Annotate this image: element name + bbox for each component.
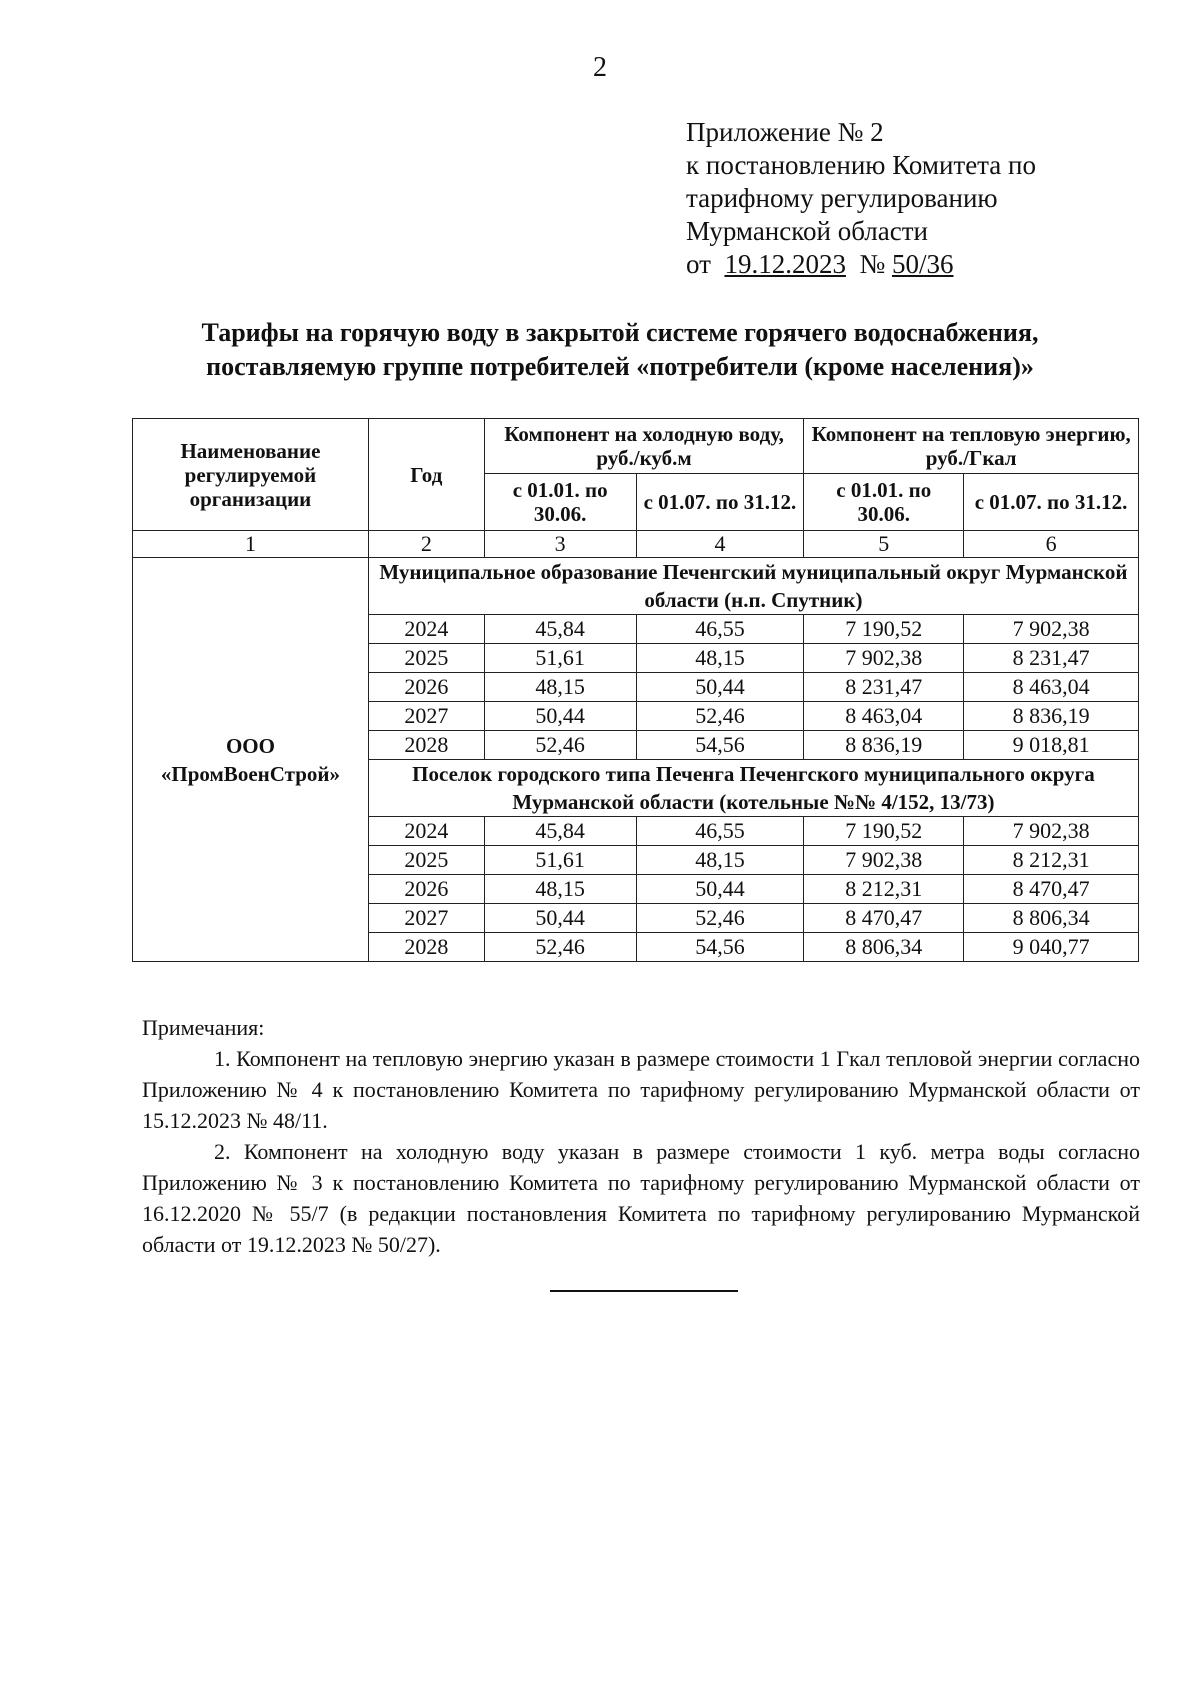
heat-h1-cell: 8 231,47 bbox=[804, 673, 964, 702]
heat-h2-cell: 9 018,81 bbox=[964, 731, 1139, 760]
heat-h2-cell: 7 902,38 bbox=[964, 817, 1139, 846]
appendix-line-3: тарифному регулированию bbox=[686, 183, 998, 213]
heat-h1-cell: 8 836,19 bbox=[804, 731, 964, 760]
appendix-date-line bbox=[686, 248, 1036, 281]
year-cell: 2027 bbox=[368, 702, 484, 731]
heat-h2-cell: 8 231,47 bbox=[964, 644, 1139, 673]
cold-water-h2-cell: 50,44 bbox=[636, 673, 804, 702]
column-number: 4 bbox=[636, 531, 804, 558]
heat-h1-cell: 7 190,52 bbox=[804, 817, 964, 846]
heat-h2-cell: 9 040,77 bbox=[964, 933, 1139, 962]
cold-water-h2-cell: 46,55 bbox=[636, 615, 804, 644]
cold-water-h1-cell: 48,15 bbox=[484, 875, 636, 904]
cold-water-h2-cell: 48,15 bbox=[636, 644, 804, 673]
document-title bbox=[120, 316, 1120, 384]
appendix-date: 19.12.2023 bbox=[724, 249, 846, 279]
header-heat: Компонент на тепловую энергию, руб./Гкал bbox=[804, 419, 1139, 474]
header-cold-water: Компонент на холодную воду, руб./куб.м bbox=[484, 419, 804, 474]
cold-water-h2-cell: 48,15 bbox=[636, 846, 804, 875]
heat-h2-cell: 8 212,31 bbox=[964, 846, 1139, 875]
appendix-line-2: к постановлению Комитета по bbox=[686, 150, 1036, 180]
cold-water-h1-cell: 51,61 bbox=[484, 846, 636, 875]
year-cell: 2024 bbox=[368, 817, 484, 846]
document-title-line-1: Тарифы на горячую воду в закрытой системе горячего водоснабжения, bbox=[201, 318, 1039, 347]
section-title: Муниципальное образование Печенгский муниципальный округ Мурманской области (н.п. Спутник) bbox=[368, 558, 1138, 615]
column-number: 1 bbox=[133, 531, 369, 558]
tariff-table bbox=[132, 418, 1139, 962]
heat-h2-cell: 8 836,19 bbox=[964, 702, 1139, 731]
page-number: 2 bbox=[593, 52, 607, 83]
cold-water-h2-cell: 52,46 bbox=[636, 702, 804, 731]
heat-h1-cell: 8 470,47 bbox=[804, 904, 964, 933]
cold-water-h1-cell: 52,46 bbox=[484, 933, 636, 962]
cold-water-h1-cell: 52,46 bbox=[484, 731, 636, 760]
cold-water-h2-cell: 46,55 bbox=[636, 817, 804, 846]
cold-water-h2-cell: 50,44 bbox=[636, 875, 804, 904]
cold-water-h2-cell: 54,56 bbox=[636, 731, 804, 760]
year-cell: 2024 bbox=[368, 615, 484, 644]
heat-h2-cell: 8 470,47 bbox=[964, 875, 1139, 904]
heat-h1-cell: 8 212,31 bbox=[804, 875, 964, 904]
notes-heading: Примечания: bbox=[142, 1015, 265, 1040]
header-org: Наименование регулируемой организации bbox=[133, 419, 369, 531]
year-cell: 2025 bbox=[368, 846, 484, 875]
heat-h1-cell: 7 902,38 bbox=[804, 644, 964, 673]
note-item-1: 1. Компонент на тепловую энергию указан в размере стоимости 1 Гкал тепловой энергии согласно Приложению № 4 к постановлению Комитета по тарифному регулированию Мурманской области от 15.12.2023 № 48/11. bbox=[142, 1046, 1140, 1133]
heat-h1-cell: 8 463,04 bbox=[804, 702, 964, 731]
appendix-line-1: Приложение № 2 bbox=[686, 117, 884, 147]
cold-water-h1-cell: 45,84 bbox=[484, 817, 636, 846]
year-cell: 2028 bbox=[368, 933, 484, 962]
year-cell: 2026 bbox=[368, 673, 484, 702]
end-separator-line bbox=[550, 1290, 738, 1292]
heat-h2-cell: 8 463,04 bbox=[964, 673, 1139, 702]
year-cell: 2028 bbox=[368, 731, 484, 760]
organization-name: ООО «ПромВоенСтрой» bbox=[133, 558, 369, 962]
cold-water-h1-cell: 51,61 bbox=[484, 644, 636, 673]
year-cell: 2026 bbox=[368, 875, 484, 904]
appendix-block bbox=[686, 116, 1036, 281]
section-title: Поселок городского типа Печенга Печенгского муниципального округа Мурманской области (котельные №№ 4/152, 13/73) bbox=[368, 760, 1138, 817]
heat-h2-cell: 8 806,34 bbox=[964, 904, 1139, 933]
column-number: 6 bbox=[964, 531, 1139, 558]
appendix-number: 50/36 bbox=[891, 249, 954, 279]
column-number: 3 bbox=[484, 531, 636, 558]
header-cw-period-1: с 01.01. по 30.06. bbox=[484, 474, 636, 531]
column-number: 5 bbox=[804, 531, 964, 558]
heat-h1-cell: 7 190,52 bbox=[804, 615, 964, 644]
header-year: Год bbox=[368, 419, 484, 531]
cold-water-h2-cell: 52,46 bbox=[636, 904, 804, 933]
cold-water-h1-cell: 50,44 bbox=[484, 702, 636, 731]
document-title-line-2: поставляемую группе потребителей «потребители (кроме населения)» bbox=[206, 352, 1034, 381]
cold-water-h1-cell: 48,15 bbox=[484, 673, 636, 702]
cold-water-h2-cell: 54,56 bbox=[636, 933, 804, 962]
year-cell: 2025 bbox=[368, 644, 484, 673]
appendix-line-4: Мурманской области bbox=[686, 216, 928, 246]
appendix-number-prefix: № bbox=[859, 249, 886, 279]
header-cw-period-2: с 01.07. по 31.12. bbox=[636, 474, 804, 531]
header-heat-period-2: с 01.07. по 31.12. bbox=[964, 474, 1139, 531]
heat-h1-cell: 8 806,34 bbox=[804, 933, 964, 962]
heat-h1-cell: 7 902,38 bbox=[804, 846, 964, 875]
cold-water-h1-cell: 45,84 bbox=[484, 615, 636, 644]
cold-water-h1-cell: 50,44 bbox=[484, 904, 636, 933]
heat-h2-cell: 7 902,38 bbox=[964, 615, 1139, 644]
column-number: 2 bbox=[368, 531, 484, 558]
year-cell: 2027 bbox=[368, 904, 484, 933]
notes-block bbox=[142, 1012, 1140, 1260]
note-item-2: 2. Компонент на холодную воду указан в размере стоимости 1 куб. метра воды согласно Приложению № 3 к постановлению Комитета по тарифному регулированию Мурманской области от 16.12.2020 № 55/7 (в редакции постановления Комитета по тарифному регулированию Мурманской области от 19.12.2023 № 50/27). bbox=[142, 1139, 1140, 1257]
header-heat-period-1: с 01.01. по 30.06. bbox=[804, 474, 964, 531]
appendix-date-prefix: от bbox=[686, 249, 711, 279]
